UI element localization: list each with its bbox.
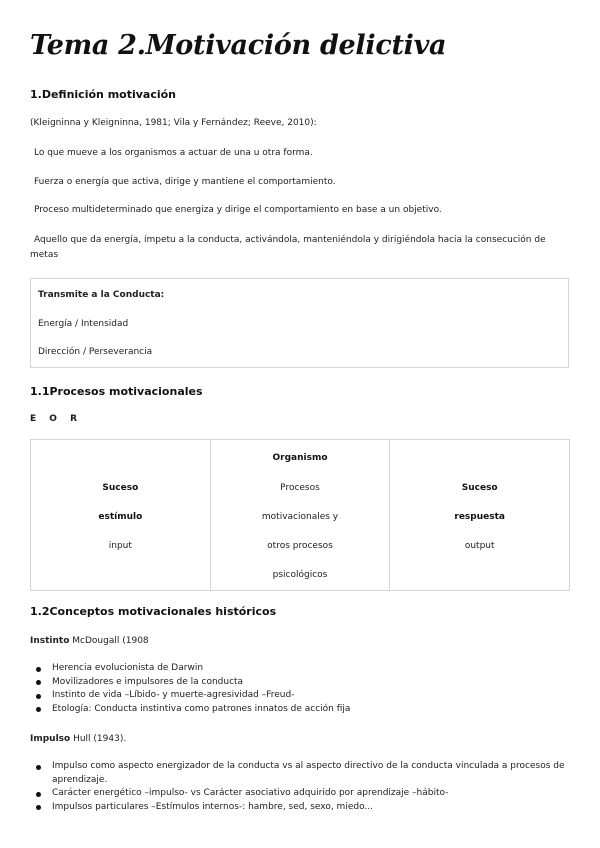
instinto-line bbox=[30, 634, 149, 649]
impulso-line bbox=[30, 732, 126, 747]
table-cell-estimulo bbox=[31, 440, 211, 590]
list-item: Movilizadores e impulsores de la conducta bbox=[34, 676, 569, 690]
transmite-box bbox=[30, 278, 569, 368]
instinto-ref: McDougall (1908 bbox=[72, 636, 149, 646]
list-item: Carácter energético –impulso- vs Carácter asociativo adquirido por aprendizaje –hábito- bbox=[34, 787, 569, 801]
direccion-line: Dirección / Perseverancia bbox=[38, 347, 153, 357]
definition-4: Aquello que da energía, ímpetu a la conducta, activándola, manteniéndola y dirigiéndola hacia la consecución de metas bbox=[30, 235, 546, 260]
citation: (Kleigninna y Kleigninna, 1981; Vila y Fernández; Reeve, 2010): bbox=[30, 118, 317, 128]
cell-text: Suceso bbox=[461, 483, 498, 493]
definition-3: Proceso multideterminado que energiza y dirige el comportamiento en base a un objetivo. bbox=[34, 205, 442, 215]
instinto-list bbox=[34, 662, 569, 716]
cell-text: otros procesos bbox=[267, 541, 333, 551]
impulso-label: Impulso bbox=[30, 734, 71, 744]
energia-line: Energía / Intensidad bbox=[38, 319, 129, 329]
list-item: Impulsos particulares –Estímulos internos-: hambre, sed, sexo, miedo... bbox=[34, 801, 569, 815]
definition-1: Lo que mueve a los organismos a actuar de una u otra forma. bbox=[34, 148, 313, 158]
list-item: Herencia evolucionista de Darwin bbox=[34, 662, 569, 676]
instinto-label: Instinto bbox=[30, 636, 70, 646]
section-1-heading: 1.Definición motivación bbox=[30, 88, 177, 101]
cell-text: Procesos bbox=[280, 483, 320, 493]
eor-label: E O R bbox=[30, 414, 77, 424]
bullet-icon bbox=[36, 707, 41, 712]
list-item: Impulso como aspecto energizador de la conducta vs al aspecto directivo de la conducta vinculada a procesos de aprendizaje. bbox=[34, 760, 569, 787]
cell-text: estímulo bbox=[98, 512, 143, 522]
list-item: Etología: Conducta instintiva como patrones innatos de acción fija bbox=[34, 703, 569, 717]
cell-text: input bbox=[108, 541, 132, 551]
bullet-icon bbox=[36, 667, 41, 672]
section-1-1-heading: 1.1Procesos motivacionales bbox=[30, 385, 203, 398]
cell-text: output bbox=[464, 541, 495, 551]
list-item: Instinto de vida –Líbido- y muerte-agresividad –Freud- bbox=[34, 689, 569, 703]
cell-text: respuesta bbox=[454, 512, 505, 522]
bullet-icon bbox=[36, 792, 41, 797]
document-title: Tema 2.Motivación delictiva bbox=[30, 30, 447, 61]
table-cell-organismo bbox=[211, 440, 391, 590]
bullet-icon bbox=[36, 805, 41, 810]
transmite-heading: Transmite a la Conducta: bbox=[38, 290, 165, 300]
cell-text: Suceso bbox=[102, 483, 139, 493]
bullet-icon bbox=[36, 765, 41, 770]
cell-text: Organismo bbox=[272, 453, 328, 463]
cell-text: motivacionales y bbox=[261, 512, 339, 522]
impulso-ref: Hull (1943). bbox=[73, 734, 127, 744]
definition-2: Fuerza o energía que activa, dirige y mantiene el comportamiento. bbox=[34, 177, 336, 187]
table-cell-respuesta bbox=[390, 440, 569, 590]
impulso-list bbox=[34, 760, 569, 814]
bullet-icon bbox=[36, 694, 41, 699]
bullet-icon bbox=[36, 680, 41, 685]
section-1-2-heading: 1.2Conceptos motivacionales históricos bbox=[30, 605, 277, 618]
eor-table bbox=[30, 439, 570, 591]
cell-text: psicológicos bbox=[272, 570, 328, 580]
